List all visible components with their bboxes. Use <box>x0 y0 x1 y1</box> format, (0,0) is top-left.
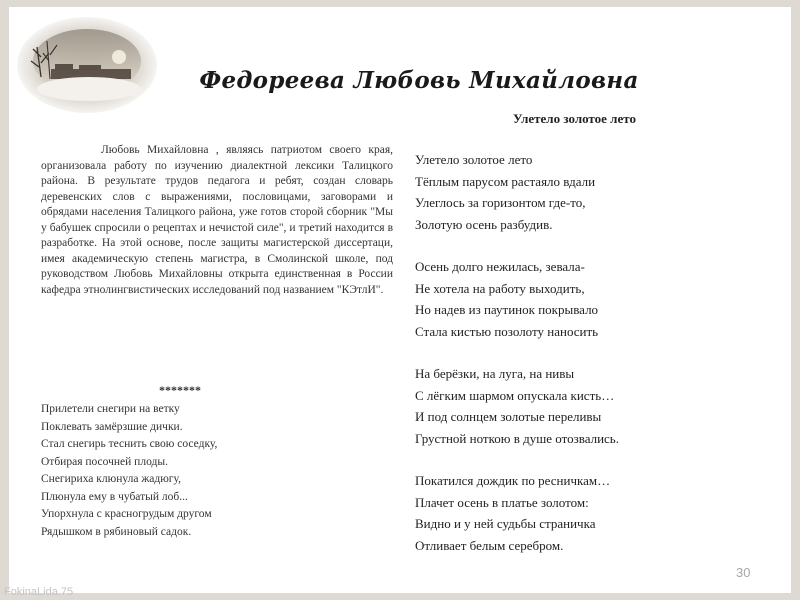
poem-stanza <box>415 363 619 449</box>
bullfinch-poem <box>41 401 217 541</box>
poem-line: Золотую осень разбудив. <box>415 216 553 232</box>
poem-line: На берёзки, на луга, на нивы <box>415 366 575 381</box>
poem-stanza <box>415 149 619 235</box>
poem-line: Улеглось за горизонтом где-то, <box>415 195 586 210</box>
poem-line: Снегириха клюнула жадюгу, <box>41 473 181 485</box>
poem-line: Видно и у ней судьбы страничка <box>415 516 596 531</box>
poem-line: Прилетели снегири на ветку <box>41 403 180 415</box>
poem-stanza <box>415 256 619 342</box>
poem-line: Стала кистью позолоту наносить <box>415 323 599 339</box>
golden-summer-poem <box>415 149 619 577</box>
poem-line: Тёплым парусом растаяло вдали <box>415 173 596 189</box>
poem-line: Покатился дождик по ресничкам… <box>415 473 611 488</box>
poem-line: Стал снегирь теснить свою соседку, <box>41 438 218 450</box>
poem-line: Упорхнула с красногрудым другом <box>41 508 212 520</box>
poem-line: Осень долго нежилась, зевала- <box>415 259 585 274</box>
biography-paragraph: Любовь Михайловна , являясь патриотом своего края, организовала работу по изучению диалектной лексики Талицкого района. В результате трудов педагога и ребят, создан словарь деревенских слов с выражениями, пословицами, заговорами и обрядами населения Талицкого района, уже готов сторой сборник "Мы у бабушек спросили о рецептах и нечистой силе", и третий находится в разработке. На этой основе, после защиты магистерской диссертаци, имея академическую степень магистра, в Смолинской школе, под руководством Любовь Михайловны открыта единственная в России кафедра этнолингвистических исследований под названием "КЭтлИ". <box>41 144 393 296</box>
poem-stanza <box>415 470 619 556</box>
poem-line: Улетело золотое лето <box>415 152 533 167</box>
page-number: 30 <box>736 565 751 580</box>
poem-line: Грустной ноткою в душе отозвались. <box>415 430 619 446</box>
slide <box>9 7 791 593</box>
watermark: FokinaLida.75 <box>4 586 74 598</box>
poem-title: Улетело золотое лето <box>513 111 636 126</box>
winter-landscape-image <box>17 17 157 113</box>
poem-line: С лёгким шармом опускала кисть… <box>415 387 615 403</box>
poem-line: Отливает белым серебром. <box>415 537 564 553</box>
poem-line: И под солнцем золотые переливы <box>415 409 602 424</box>
poem-line: Плачет осень в платье золотом: <box>415 494 589 510</box>
poem-line: Плюнула ему в чубатый лоб... <box>41 490 188 503</box>
poem-line: Не хотела на работу выходить, <box>415 280 585 296</box>
page-title: Федореева Любовь Михайловна <box>199 67 639 94</box>
poem-line: Поклевать замёрзшие дички. <box>41 420 183 433</box>
poem-line: Отбирая посочней плоды. <box>41 455 168 468</box>
poem-line: Но надев из паутинок покрывало <box>415 302 599 317</box>
stanza-separator: ******* <box>159 383 201 397</box>
poem-line: Рядышком в рябиновый садок. <box>41 525 192 538</box>
